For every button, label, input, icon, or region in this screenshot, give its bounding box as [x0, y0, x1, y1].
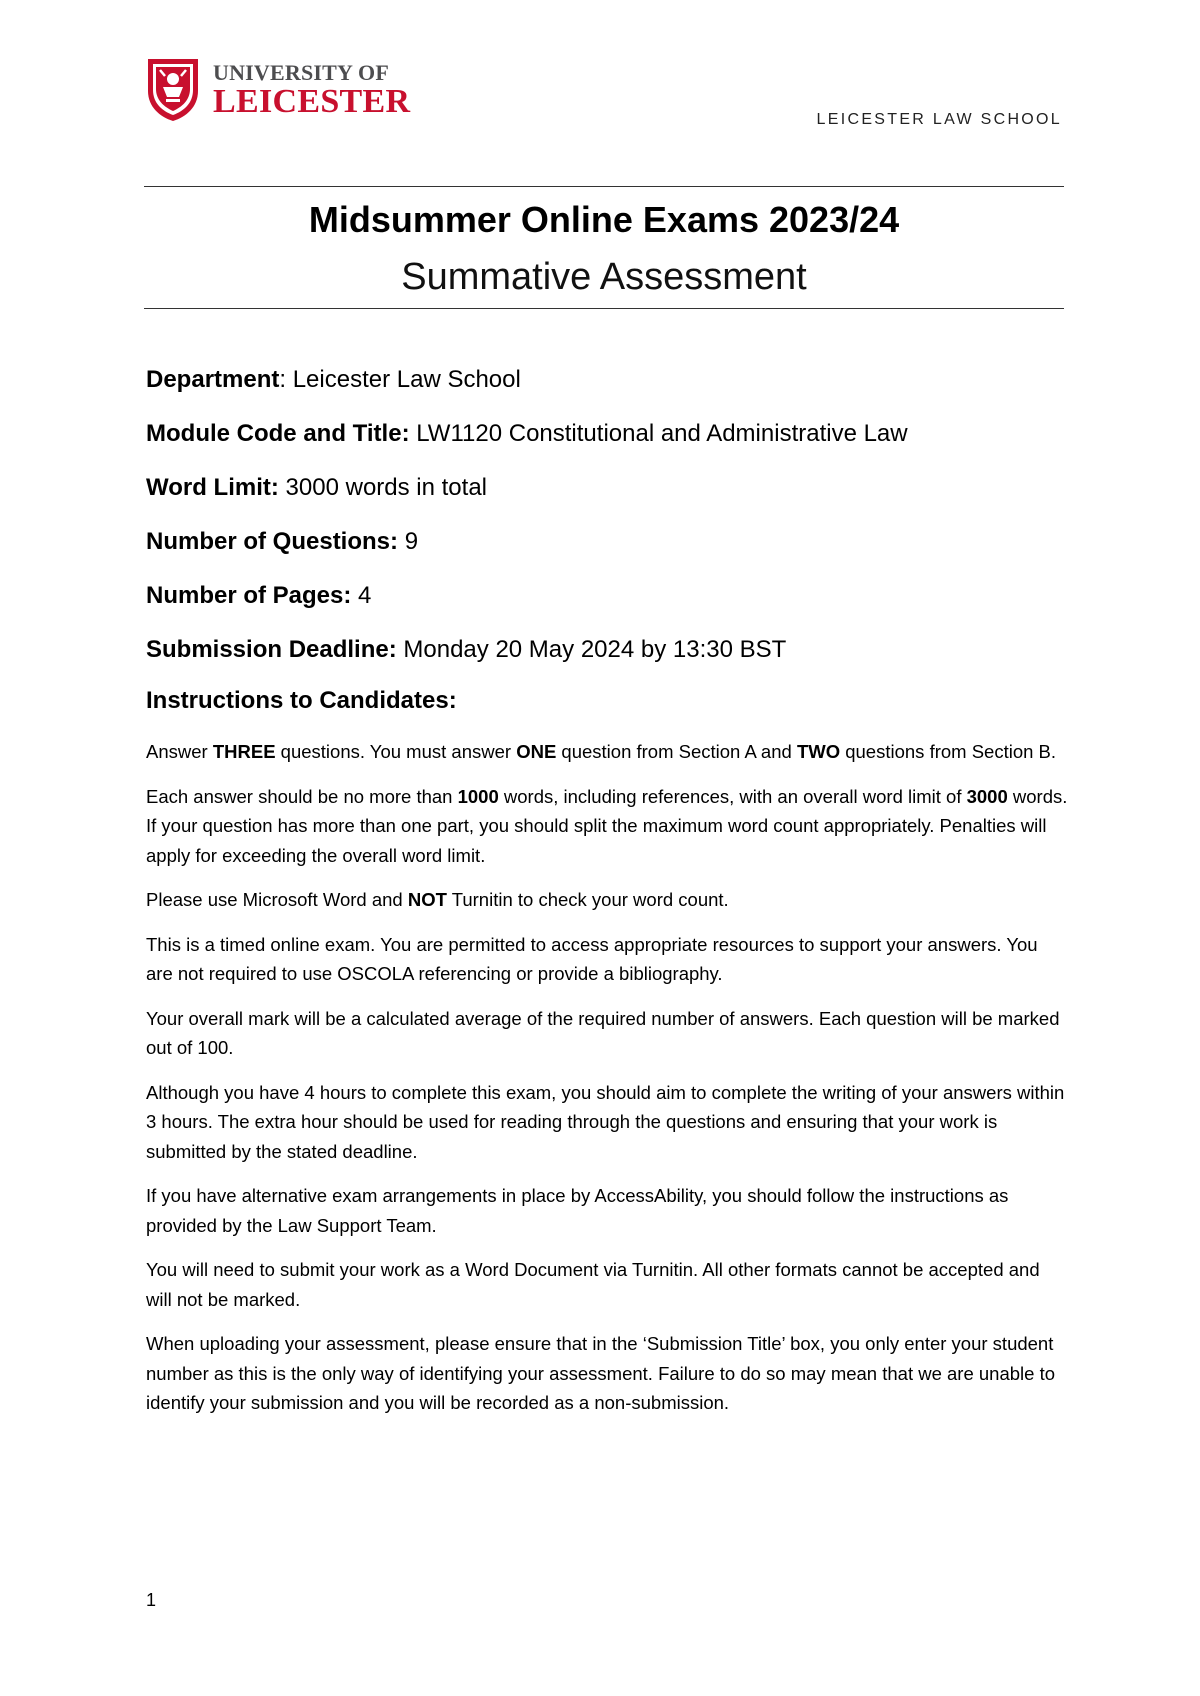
instruction-text: questions. You must answer: [275, 741, 517, 762]
instruction-emphasis: 3000: [966, 785, 1008, 807]
detail-label: Submission Deadline:: [146, 636, 397, 663]
instruction-text: Although you have 4 hours to complete this exam, you should aim to complete the writing of your answers within 3 hours. The extra hour should be used for reading through the questions and ensuring that your work is submitted by the stated deadline.: [146, 1081, 1065, 1162]
instruction-paragraph: [146, 1004, 1068, 1063]
instruction-text: question from Section A and: [556, 741, 797, 762]
detail-label: Word Limit:: [146, 474, 279, 501]
instructions-list: [146, 737, 1068, 1433]
instruction-paragraph: [146, 1255, 1068, 1314]
instruction-text: When uploading your assessment, please ensure that in the ‘Submission Title’ box, you only enter your student number as this is the only way of identifying your assessment. Failure to do so may mean that we are unable to identify your submission and you will be recorded as a non-submission.: [146, 1333, 1056, 1413]
instruction-paragraph: [146, 885, 1068, 915]
instruction-emphasis: NOT: [407, 889, 447, 910]
instruction-paragraph: [146, 782, 1068, 871]
title-top-rule: [144, 186, 1064, 187]
instruction-text: If you have alternative exam arrangements in place by AccessAbility, you should follow the instructions as provided by the Law Support Team.: [146, 1185, 1009, 1236]
instruction-text: Your overall mark will be a calculated average of the required number of answers. Each question will be marked out of 100.: [146, 1007, 1060, 1058]
detail-label: Number of Pages:: [146, 582, 352, 609]
instruction-text: Turnitin to check your word count.: [446, 889, 729, 910]
detail-field: [146, 526, 1066, 558]
detail-field: [146, 580, 1066, 612]
logo-text-university-of: UNIVERSITY OF: [213, 59, 389, 85]
title-bottom-rule: [144, 308, 1064, 309]
instruction-paragraph: [146, 1329, 1068, 1418]
detail-field: [146, 418, 1066, 450]
page-subtitle: Summative Assessment: [401, 256, 807, 298]
detail-field: [146, 634, 1066, 666]
detail-field: [146, 364, 1066, 396]
university-logo: [146, 57, 410, 123]
instruction-paragraph: [146, 1181, 1068, 1240]
detail-value: 3000 words in total: [285, 474, 488, 501]
instruction-text: words, including references, with an overall word limit of: [498, 785, 967, 807]
instruction-text: questions from Section B.: [840, 741, 1057, 762]
instructions-heading: Instructions to Candidates:: [146, 687, 457, 714]
exam-details: [146, 364, 1066, 717]
instruction-paragraph: [146, 737, 1068, 767]
instruction-text: Answer: [146, 741, 213, 762]
detail-label: Department: [146, 366, 280, 393]
detail-label: Number of Questions:: [146, 528, 399, 555]
page-number: 1: [146, 1590, 157, 1610]
instruction-emphasis: ONE: [516, 741, 557, 762]
instruction-text: This is a timed online exam. You are permitted to access appropriate resources to support your answers. You are not required to use OSCOLA referencing or provide a bibliography.: [146, 933, 1038, 984]
school-name: LEICESTER LAW SCHOOL: [816, 111, 1062, 128]
instruction-text: words. If your question has more than one part, you should split the maximum word count appropriately. Penalties will apply for exceeding the overall word limit.: [146, 785, 1068, 866]
detail-value: Leicester Law School: [292, 366, 521, 393]
instruction-emphasis: TWO: [796, 741, 841, 762]
detail-field: [146, 472, 1066, 504]
detail-value: 4: [358, 582, 372, 609]
instruction-text: Please use Microsoft Word and: [146, 889, 408, 910]
detail-separator: [398, 528, 405, 555]
instruction-text: Each answer should be no more than: [146, 785, 458, 807]
detail-separator: [279, 474, 286, 501]
detail-label: Module Code and Title:: [146, 420, 410, 447]
instruction-emphasis: THREE: [212, 741, 276, 762]
instruction-text: You will need to submit your work as a Word Document via Turnitin. All other formats cannot be accepted and will not be marked.: [146, 1259, 1040, 1310]
detail-separator: :: [279, 366, 293, 393]
instruction-paragraph: [146, 930, 1068, 989]
detail-value: Monday 20 May 2024 by 13:30 BST: [403, 636, 787, 663]
instruction-emphasis: 1000: [457, 785, 499, 807]
detail-value: 9: [404, 528, 419, 555]
shield-crest-icon: [146, 57, 200, 123]
instruction-paragraph: [146, 1078, 1068, 1167]
logo-text-leicester: LEICESTER: [213, 82, 411, 120]
page-title: Midsummer Online Exams 2023/24: [308, 199, 900, 240]
detail-value: LW1120 Constitutional and Administrative Law: [416, 420, 908, 447]
